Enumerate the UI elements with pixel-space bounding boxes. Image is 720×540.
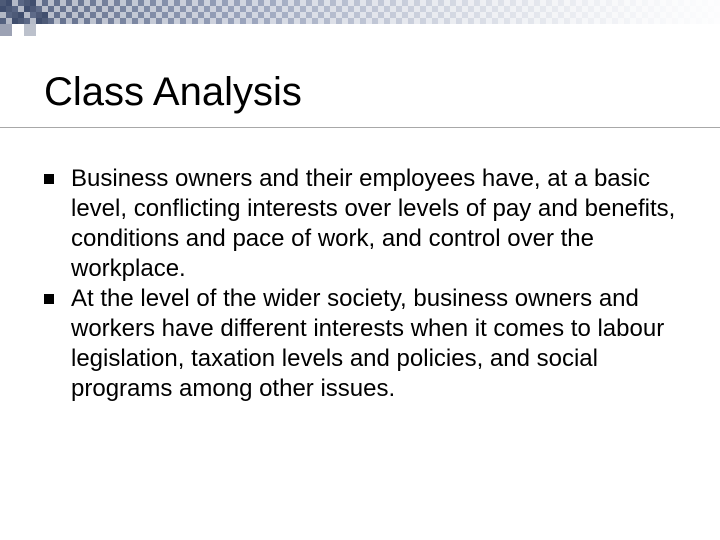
bullet-text: At the level of the wider society, business owners and workers have different interests when it comes to labour legislation, taxation levels and policies, and social programs among other issues. xyxy=(71,285,665,402)
bullet-list xyxy=(44,164,694,404)
header-checker-band xyxy=(0,0,720,36)
bullet-text: Business owners and their employees have, at a basic level, conflicting interests over levels of pay and benefits, conditions and pace of work, and control over the workplace. xyxy=(71,165,676,282)
bullet-item xyxy=(44,284,694,404)
square-bullet-icon xyxy=(44,174,54,184)
slide-title: Class Analysis xyxy=(44,70,302,114)
square-bullet-icon xyxy=(44,294,54,304)
title-divider xyxy=(0,127,720,128)
bullet-item xyxy=(44,164,694,284)
